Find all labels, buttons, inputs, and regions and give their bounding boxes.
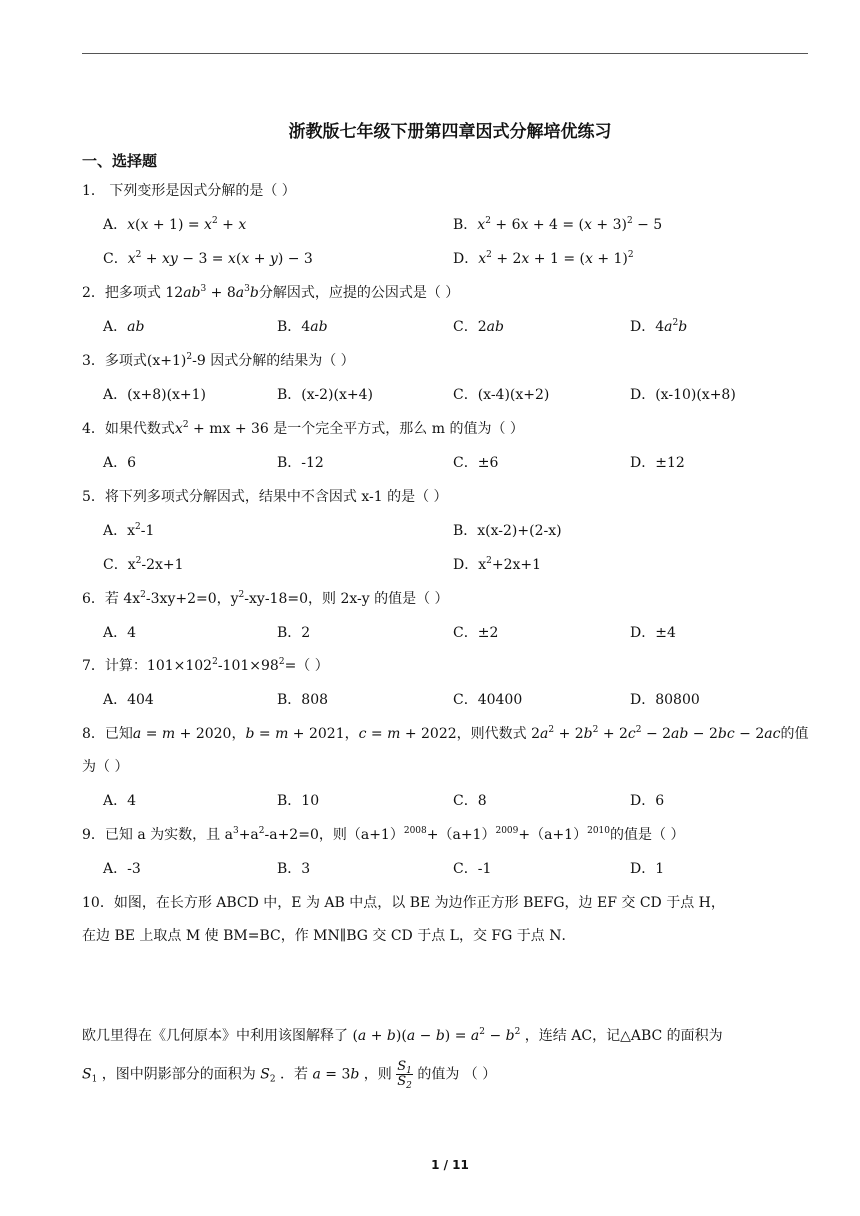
q6-option-c[interactable]: C．±2	[453, 625, 499, 641]
page-title: 浙教版七年级下册第四章因式分解培优练习	[288, 122, 612, 142]
q1-option-a[interactable]: A．$x(x + 1) = x^2 + x$	[103, 216, 247, 233]
question-10-para1: 欧几里得在《几何原本》中利用该图解释了 $(a + b)(a - b) = a^2 - b^2$ ，连结 AC，记△ABC 的面积为	[82, 1027, 723, 1044]
q7-option-c[interactable]: C．40400	[453, 692, 523, 708]
q7-option-b[interactable]: B．808	[277, 692, 329, 708]
q1-option-c[interactable]: C．$x^2$ + xy − 3 = x(x + y) − 3	[103, 250, 313, 267]
q6-option-b[interactable]: B．2	[277, 625, 311, 641]
q3-option-d[interactable]: D．(x-10)(x+8)	[630, 387, 736, 403]
q7-option-d[interactable]: D．80800	[630, 692, 700, 708]
q2-option-b[interactable]: B．4ab	[277, 319, 328, 335]
question-5-stem: 5．将下列多项式分解因式，结果中不含因式 x-1 的是（ ）	[82, 489, 448, 505]
q4-option-d[interactable]: D．±12	[630, 455, 685, 471]
q9-option-a[interactable]: A．-3	[103, 861, 141, 877]
q9-option-b[interactable]: B．3	[277, 861, 311, 877]
q3-option-b[interactable]: B．(x-2)(x+4)	[277, 387, 373, 403]
question-4-stem: 4．如果代数式$x^2$ + mx + 36 是一个完全平方式，那么 m 的值为（ ）	[82, 420, 524, 437]
q9-option-c[interactable]: C．-1	[453, 861, 492, 877]
q1-option-b[interactable]: B．$x^2 + 6x + 4 = (x + 3)^2 - 5$	[453, 216, 663, 233]
question-3-stem: 3．多项式$(x+1)^2-9$ 因式分解的结果为（ ）	[82, 352, 355, 369]
q5-option-d[interactable]: D．$x^2+2x+1$	[453, 556, 542, 573]
q5-option-a[interactable]: A．$x^2-1$	[103, 522, 155, 539]
q8-option-c[interactable]: C．8	[453, 793, 487, 809]
question-10-para2: $S_1$ ，图中阴影部分的面积为 $S_2$ ．若 a = 3b ，则 $\frac{S_1}{S_2}$ 的值为 （ ）	[82, 1059, 497, 1091]
question-9-stem: 9．已知 a 为实数，且 $a^3+a^2-a+2=0$，则$(a+1)^{2008}+(a+1)^{2009}+(a+1)^{2010}$的值是（ ）	[82, 826, 685, 843]
q6-option-a[interactable]: A．4	[103, 625, 137, 641]
q4-option-c[interactable]: C．±6	[453, 455, 499, 471]
question-7-stem: 7．计算：$101\times 102^2-101\times 98^2=$（ ）	[82, 657, 329, 674]
q8-option-b[interactable]: B．10	[277, 793, 320, 809]
q7-option-a[interactable]: A．404	[103, 692, 154, 708]
section-heading: 一、选择题	[82, 152, 158, 170]
question-10-line1: 10．如图，在长方形 ABCD 中，E 为 AB 中点，以 BE 为边作正方形 BEFG，边 EF 交 CD 于点 H，	[82, 895, 725, 911]
q1-option-d[interactable]: D．$x^2 + 2x + 1 = (x + 1)^2$	[453, 250, 634, 267]
q3-option-a[interactable]: A．(x+8)(x+1)	[103, 387, 207, 403]
q2-option-a[interactable]: A．ab	[103, 319, 145, 335]
question-1-stem: 1． 下列变形是因式分解的是（ ）	[82, 183, 296, 199]
q3-option-c[interactable]: C．(x-4)(x+2)	[453, 387, 550, 403]
q6-option-d[interactable]: D．±4	[630, 625, 676, 641]
question-8-stem: 8．已知a = m + 2020，b = m + 2021，c = m + 2022，则代数式 $2a^2 + 2b^2 + 2c^2 - 2ab - 2bc - 2ac$的值	[82, 725, 809, 742]
question-6-stem: 6．若 $4x^2-3xy+2=0$，$y^2-xy-18=0$，则 2x-y 的值是（ ）	[82, 590, 449, 607]
q9-option-d[interactable]: D．1	[630, 861, 665, 877]
question-2-stem: 2．把多项式 $12ab^3 + 8a^3b$分解因式，应提的公因式是（ ）	[82, 284, 460, 301]
s1-over-s2-fraction: $\frac{S_1}{S_2}$	[397, 1059, 412, 1091]
q2-option-c[interactable]: C．2ab	[453, 319, 504, 335]
q5-option-c[interactable]: C．$x^2-2x+1$	[103, 556, 184, 573]
q4-option-b[interactable]: B．-12	[277, 455, 324, 471]
q8-option-a[interactable]: A．4	[103, 793, 137, 809]
page-number: 1 / 11	[431, 1158, 469, 1172]
question-10-line2: 在边 BE 上取点 M 使 BM=BC，作 MN∥BG 交 CD 于点 L，交 FG 于点 N．	[82, 928, 576, 944]
q8-option-d[interactable]: D．6	[630, 793, 665, 809]
q4-option-a[interactable]: A．6	[103, 455, 137, 471]
q5-option-b[interactable]: B．x(x-2)+(2-x)	[453, 523, 562, 539]
q2-option-d[interactable]: D．$4a^2b$	[630, 318, 688, 335]
header-rule	[82, 53, 808, 54]
question-8-stem-line2: 为（ ）	[82, 759, 129, 775]
